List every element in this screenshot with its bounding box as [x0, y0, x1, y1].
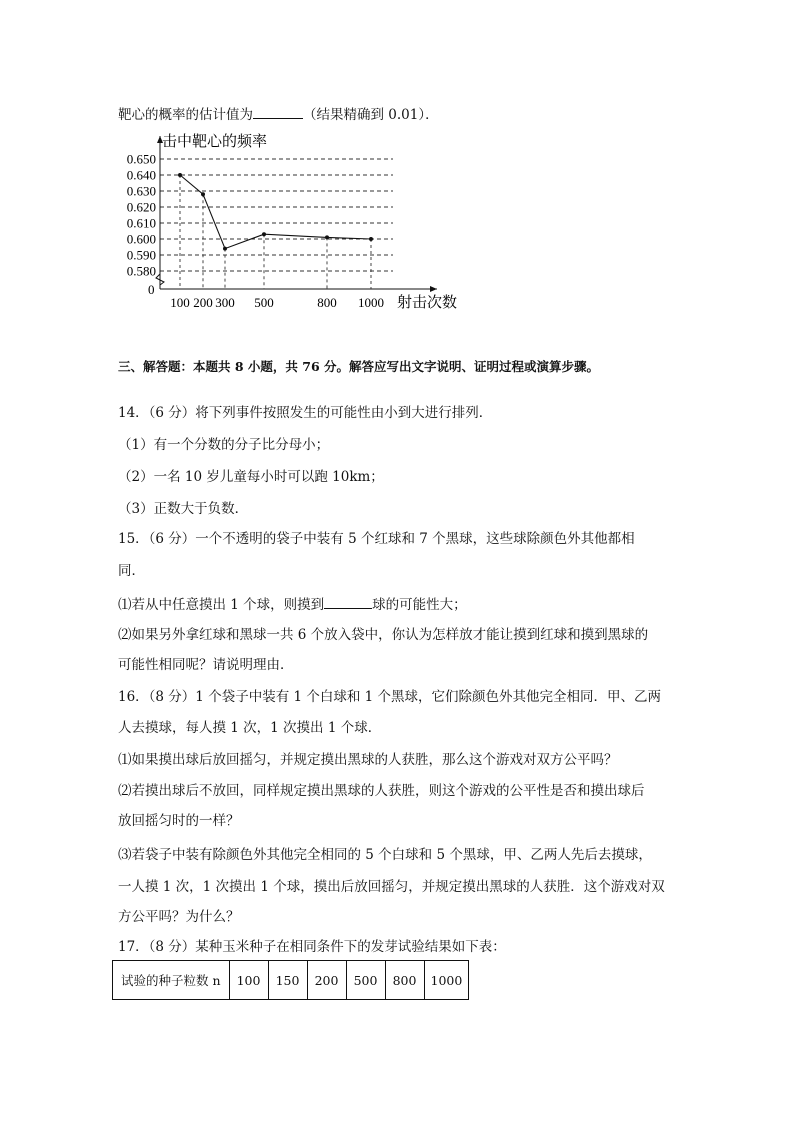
q15-part2-line1: ⑵如果另外拿红球和黑球一共 6 个放入袋中，你认为怎样放才能让摸到红球和摸到黑球的 — [118, 627, 649, 643]
table-cell: 1000 — [424, 961, 469, 1000]
q16-part2-line2: 放回摇匀时的一样？ — [118, 813, 240, 829]
x-tick-label: 300 — [215, 295, 235, 310]
q17-stem: 17．（8 分）某种玉米种子在相同条件下的发芽试验结果如下表： — [118, 939, 506, 955]
y-tick-label: 0.590 — [126, 247, 156, 263]
q15-part1 — [118, 594, 467, 614]
table-cell: 100 — [229, 961, 268, 1000]
data-point — [223, 247, 227, 251]
x-tick-label: 500 — [254, 295, 274, 310]
q14-item-2: （2）一名 10 岁儿童每小时可以跑 10km； — [118, 469, 384, 485]
q14-stem: 14．（6 分）将下列事件按照发生的可能性由小到大进行排列． — [118, 405, 493, 421]
data-point — [201, 192, 205, 196]
q16-part3-line2: 一人摸 1 次，1 次摸出 1 个球，摸出后放回摇匀，并规定摸出黑球的人获胜．这个游戏对双 — [118, 879, 665, 895]
q13-text-before: 靶心的概率的估计值为 — [118, 107, 253, 123]
q15-part2-line2: 可能性相同呢？请说明理由． — [118, 657, 294, 673]
y-tick-label: 0.600 — [126, 231, 156, 247]
y-tick-label: 0.580 — [126, 263, 156, 279]
x-axis-label: 射击次数 — [397, 295, 458, 311]
x-tick-label: 1000 — [358, 295, 384, 310]
y-tick-label: 0.620 — [126, 199, 156, 215]
y-tick-label: 0.650 — [126, 151, 156, 167]
q16-part3-line1: ⑶若袋子中装有除颜色外其他完全相同的 5 个白球和 5 个黑球，甲、乙两人先后去摸球， — [118, 847, 652, 863]
q14-item-3: （3）正数大于负数． — [118, 501, 249, 517]
q13-text-after: （结果精确到 0.01）． — [303, 107, 439, 123]
x-tick-label: 800 — [317, 295, 337, 310]
table-cell: 150 — [268, 961, 307, 1000]
hit-frequency-chart — [110, 126, 490, 316]
y-tick-label: 0.610 — [126, 215, 156, 231]
data-point — [369, 237, 373, 241]
y-axis-label: 击中靶心的频率 — [162, 134, 268, 150]
table-cell: 800 — [385, 961, 424, 1000]
table-header-cell: 试验的种子粒数 n — [113, 961, 230, 1000]
origin-label: 0 — [148, 282, 155, 297]
q15-part1-before: ⑴若从中任意摸出 1 个球，则摸到 — [118, 597, 325, 613]
q15-part1-after: 球的可能性大； — [372, 597, 467, 613]
table-cell: 200 — [307, 961, 346, 1000]
q16-part3-line3: 方公平吗？为什么？ — [118, 909, 240, 925]
x-axis-arrow — [430, 286, 437, 292]
seed-germination-table — [112, 960, 469, 1000]
data-point — [178, 173, 182, 177]
q16-stem-line1: 16．（8 分）1 个袋子中装有 1 个白球和 1 个黑球，它们除颜色外其他完全相同．甲、乙两 — [118, 689, 662, 705]
q14-item-1: （1）有一个分数的分子比分母小； — [118, 437, 330, 453]
x-tick-label: 200 — [193, 295, 213, 310]
frequency-series-line — [180, 175, 371, 249]
q16-stem-line2: 人去摸球，每人摸 1 次，1 次摸出 1 个球． — [118, 720, 382, 736]
q16-part1: ⑴如果摸出球后放回摇匀，并规定摸出黑球的人获胜，那么这个游戏对双方公平吗？ — [118, 752, 618, 768]
x-tick-label: 100 — [170, 295, 190, 310]
q15-answer-blank — [324, 594, 372, 609]
data-point — [262, 232, 266, 236]
q13-tail-line — [118, 104, 439, 124]
q15-stem-line2: 同． — [118, 563, 145, 579]
data-point — [325, 235, 329, 239]
table-cell: 500 — [346, 961, 385, 1000]
q15-stem-line1: 15．（6 分）一个不透明的袋子中装有 5 个红球和 7 个黑球，这些球除颜色外其他都相 — [118, 531, 635, 547]
section-3-header: 三、解答题：本题共 8 小题，共 76 分。解答应写出文字说明、证明过程或演算步骤。 — [118, 359, 600, 374]
y-tick-label: 0.640 — [126, 167, 156, 183]
q13-answer-blank — [253, 104, 303, 119]
y-tick-label: 0.630 — [126, 183, 156, 199]
q16-part2-line1: ⑵若摸出球后不放回，同样规定摸出黑球的人获胜，则这个游戏的公平性是否和摸出球后 — [118, 783, 645, 799]
table-row — [113, 961, 469, 1000]
